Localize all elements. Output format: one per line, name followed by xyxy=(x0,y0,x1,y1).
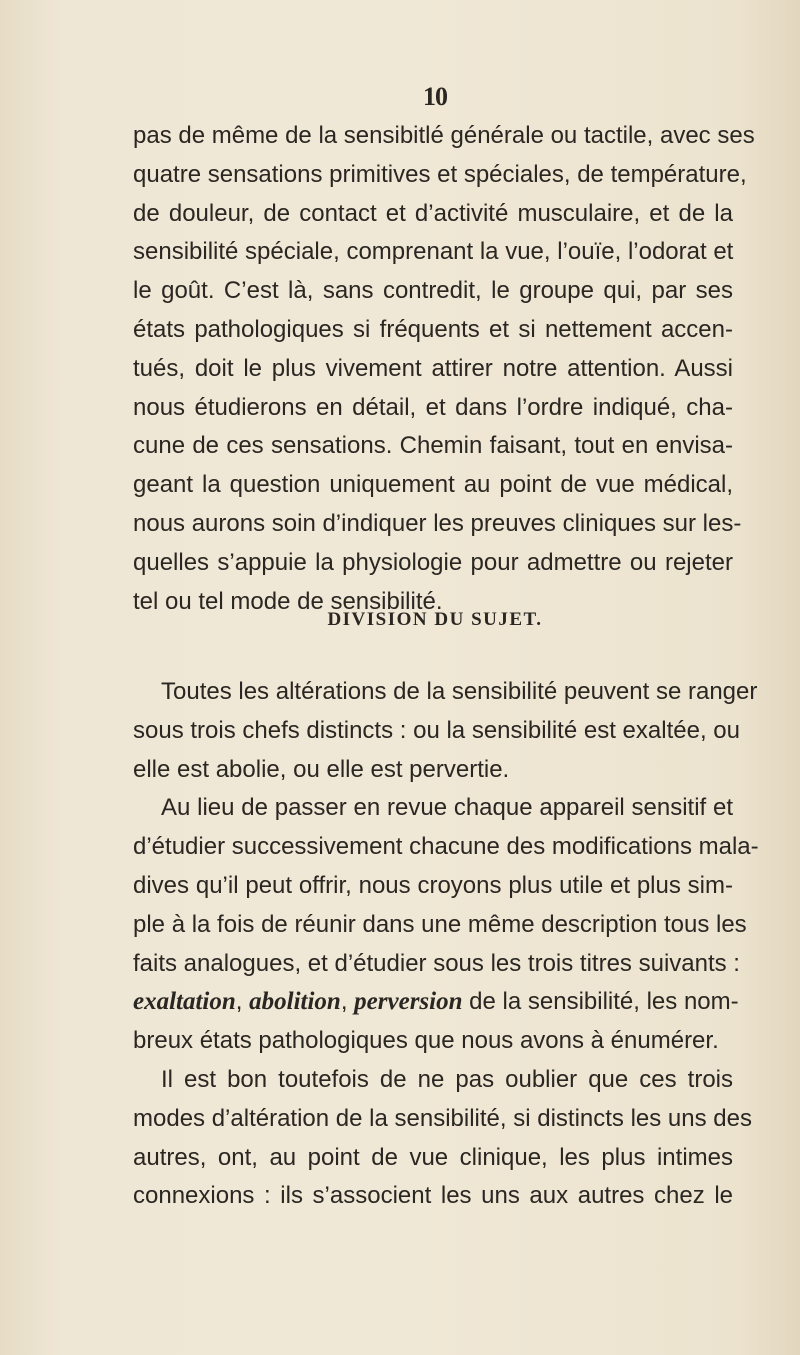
text-line: Au lieu de passer en revue chaque appareil sensitif et xyxy=(161,794,733,822)
text-line-italic-terms xyxy=(133,983,739,1022)
line-rest: de la sensibilité, les nom- xyxy=(462,988,739,1016)
text-line: connexions : ils s’associent les uns aux autres chez le xyxy=(133,1182,733,1210)
text-line: Toutes les altérations de la sensibilité peuvent se ranger xyxy=(161,678,758,705)
text-line: pas de même de la sensibitlé générale ou tactile, avec ses xyxy=(133,122,755,149)
text-line: elle est abolie, ou elle est pervertie. xyxy=(133,755,510,783)
text-line: sensibilité spéciale, comprenant la vue, l’ouïe, l’odorat et xyxy=(133,238,734,266)
paragraph-continuation xyxy=(133,117,755,621)
text-line: sous trois chefs distincts : ou la sensibilité est exaltée, ou xyxy=(133,716,740,744)
text-line: tel ou tel mode de sensibilité. xyxy=(133,587,443,615)
italic-term: exaltation xyxy=(133,988,236,1016)
page-number: 10 xyxy=(423,82,447,111)
text-line: de douleur, de contact et d’activité musculaire, et de la xyxy=(133,199,733,227)
text-line: autres, ont, au point de vue clinique, les plus intimes xyxy=(133,1143,733,1171)
text-line: faits analogues, et d’étudier sous les trois titres suivants : xyxy=(133,949,740,977)
section-heading: DIVISION DU SUJET. xyxy=(327,609,543,630)
text-line: modes d’altération de la sensibilité, si distincts les uns des xyxy=(133,1104,752,1132)
separator: , xyxy=(235,988,250,1016)
body-text xyxy=(133,673,759,1216)
italic-term: abolition xyxy=(249,988,341,1016)
text-line: Il est bon toutefois de ne pas oublier que ces trois xyxy=(161,1065,733,1093)
text-line: nous étudierons en détail, et dans l’ordre indiqué, cha- xyxy=(133,393,733,421)
text-line: ple à la fois de réunir dans une même description tous les xyxy=(133,910,747,938)
text-line: quelles s’appuie la physiologie pour admettre ou rejeter xyxy=(133,548,733,576)
text-line: nous aurons soin d’indiquer les preuves cliniques sur les- xyxy=(133,509,742,537)
text-line: quatre sensations primitives et spéciales, de température, xyxy=(133,160,747,188)
text-line: états pathologiques si fréquents et si nettement accen- xyxy=(133,315,733,343)
text-line: breux états pathologiques que nous avons à énumérer. xyxy=(133,1027,719,1055)
text-line: tués, doit le plus vivement attirer notre attention. Aussi xyxy=(133,354,733,382)
text-line: dives qu’il peut offrir, nous croyons plus utile et plus sim- xyxy=(133,871,733,899)
text-line: cune de ces sensations. Chemin faisant, tout en envisa- xyxy=(133,432,733,460)
text-line: geant la question uniquement au point de vue médical, xyxy=(133,471,733,499)
text-line: d’étudier successivement chacune des modifications mala- xyxy=(133,833,759,861)
separator: , xyxy=(340,988,355,1016)
italic-term: perversion xyxy=(354,988,463,1016)
text-line: le goût. C’est là, sans contredit, le groupe qui, par ses xyxy=(133,277,733,305)
